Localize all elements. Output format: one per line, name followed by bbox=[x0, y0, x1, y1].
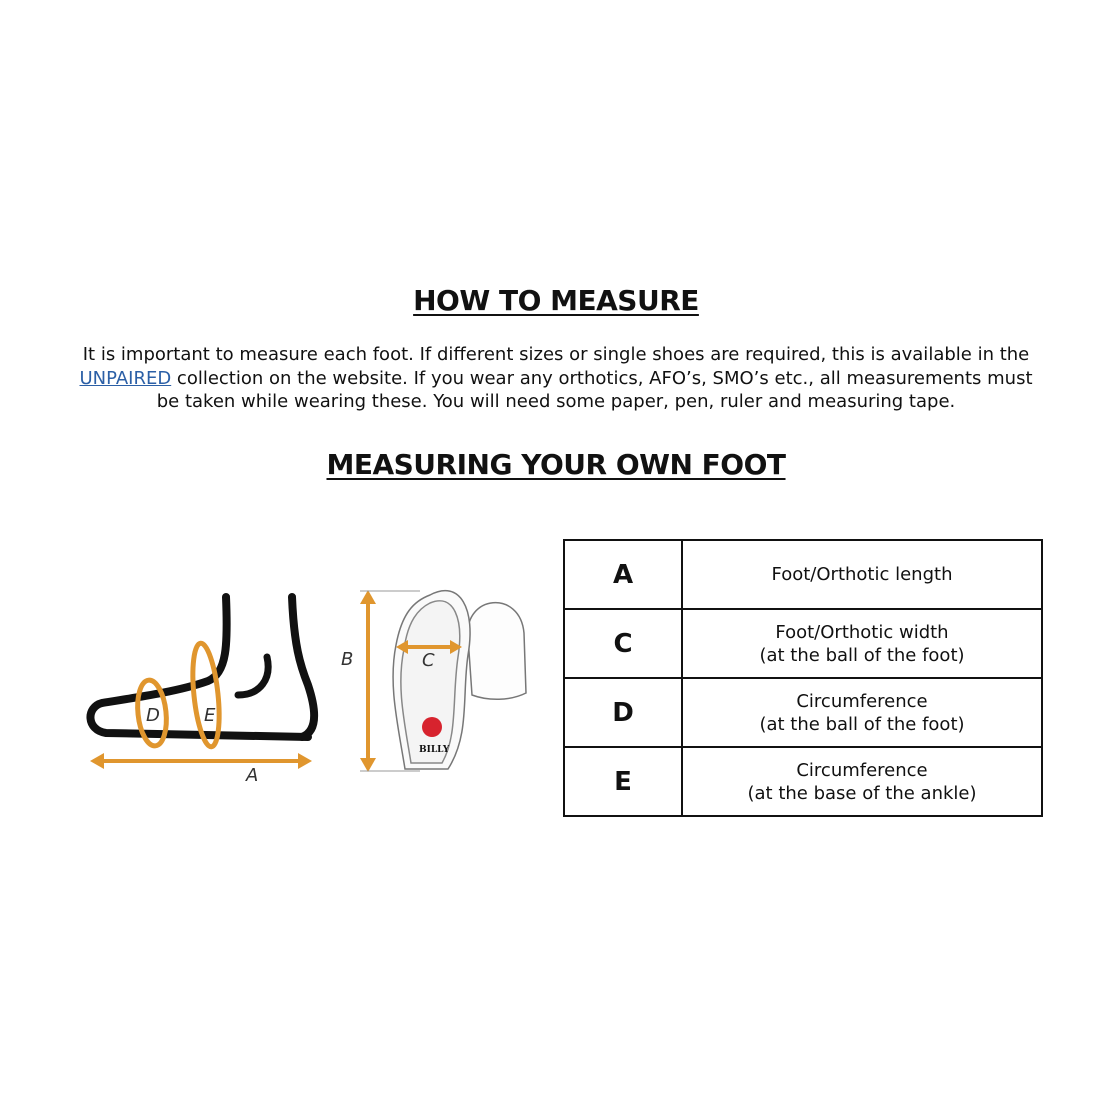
label-b: B bbox=[341, 649, 354, 670]
side-foot-illustration bbox=[90, 597, 314, 786]
billy-logo-icon bbox=[422, 717, 442, 737]
insole-logo-text: BILLY bbox=[419, 745, 450, 755]
row-description: Foot/Orthotic width (at the ball of the foot) bbox=[682, 609, 1042, 678]
row-code: A bbox=[564, 540, 682, 609]
row-code: D bbox=[564, 678, 682, 747]
intro-paragraph bbox=[60, 343, 1052, 414]
shoe-tongue bbox=[468, 603, 526, 700]
table-row bbox=[564, 540, 1042, 609]
row-description: Circumference (at the base of the ankle) bbox=[682, 747, 1042, 816]
ankle-bone bbox=[238, 657, 268, 695]
intro-line-1: It is important to measure each foot. If different sizes or single shoes are required, this is available in the bbox=[82, 344, 1030, 365]
arrow-a-left-head bbox=[90, 753, 104, 769]
intro-line-3: be taken while wearing these. You will need some paper, pen, ruler and measuring tape. bbox=[156, 391, 956, 412]
page-title: HOW TO MEASURE bbox=[413, 284, 699, 317]
label-d: D bbox=[146, 705, 160, 726]
table-row bbox=[564, 678, 1042, 747]
unpaired-link[interactable]: UNPAIRED bbox=[79, 367, 172, 389]
row-description: Foot/Orthotic length bbox=[682, 540, 1042, 609]
label-c: C bbox=[422, 650, 435, 671]
foot-measurement-diagram bbox=[80, 585, 540, 795]
intro-line-2 bbox=[60, 367, 1052, 391]
arrow-b-top-head bbox=[360, 590, 376, 604]
row-description: Circumference (at the ball of the foot) bbox=[682, 678, 1042, 747]
insole-illustration bbox=[341, 590, 526, 772]
section-title: MEASURING YOUR OWN FOOT bbox=[326, 448, 786, 481]
table-row bbox=[564, 609, 1042, 678]
label-a: A bbox=[246, 765, 259, 786]
foot-outline-heel bbox=[292, 597, 314, 737]
insole-outline bbox=[401, 601, 460, 763]
table-row bbox=[564, 747, 1042, 816]
arrow-b-bottom-head bbox=[360, 758, 376, 772]
measurement-table bbox=[563, 539, 1043, 817]
arrow-a-right-head bbox=[298, 753, 312, 769]
row-code: C bbox=[564, 609, 682, 678]
intro-line-2-text: collection on the website. If you wear any orthotics, AFO’s, SMO’s etc., all measurements must bbox=[171, 367, 1033, 389]
row-code: E bbox=[564, 747, 682, 816]
label-e: E bbox=[204, 705, 216, 726]
